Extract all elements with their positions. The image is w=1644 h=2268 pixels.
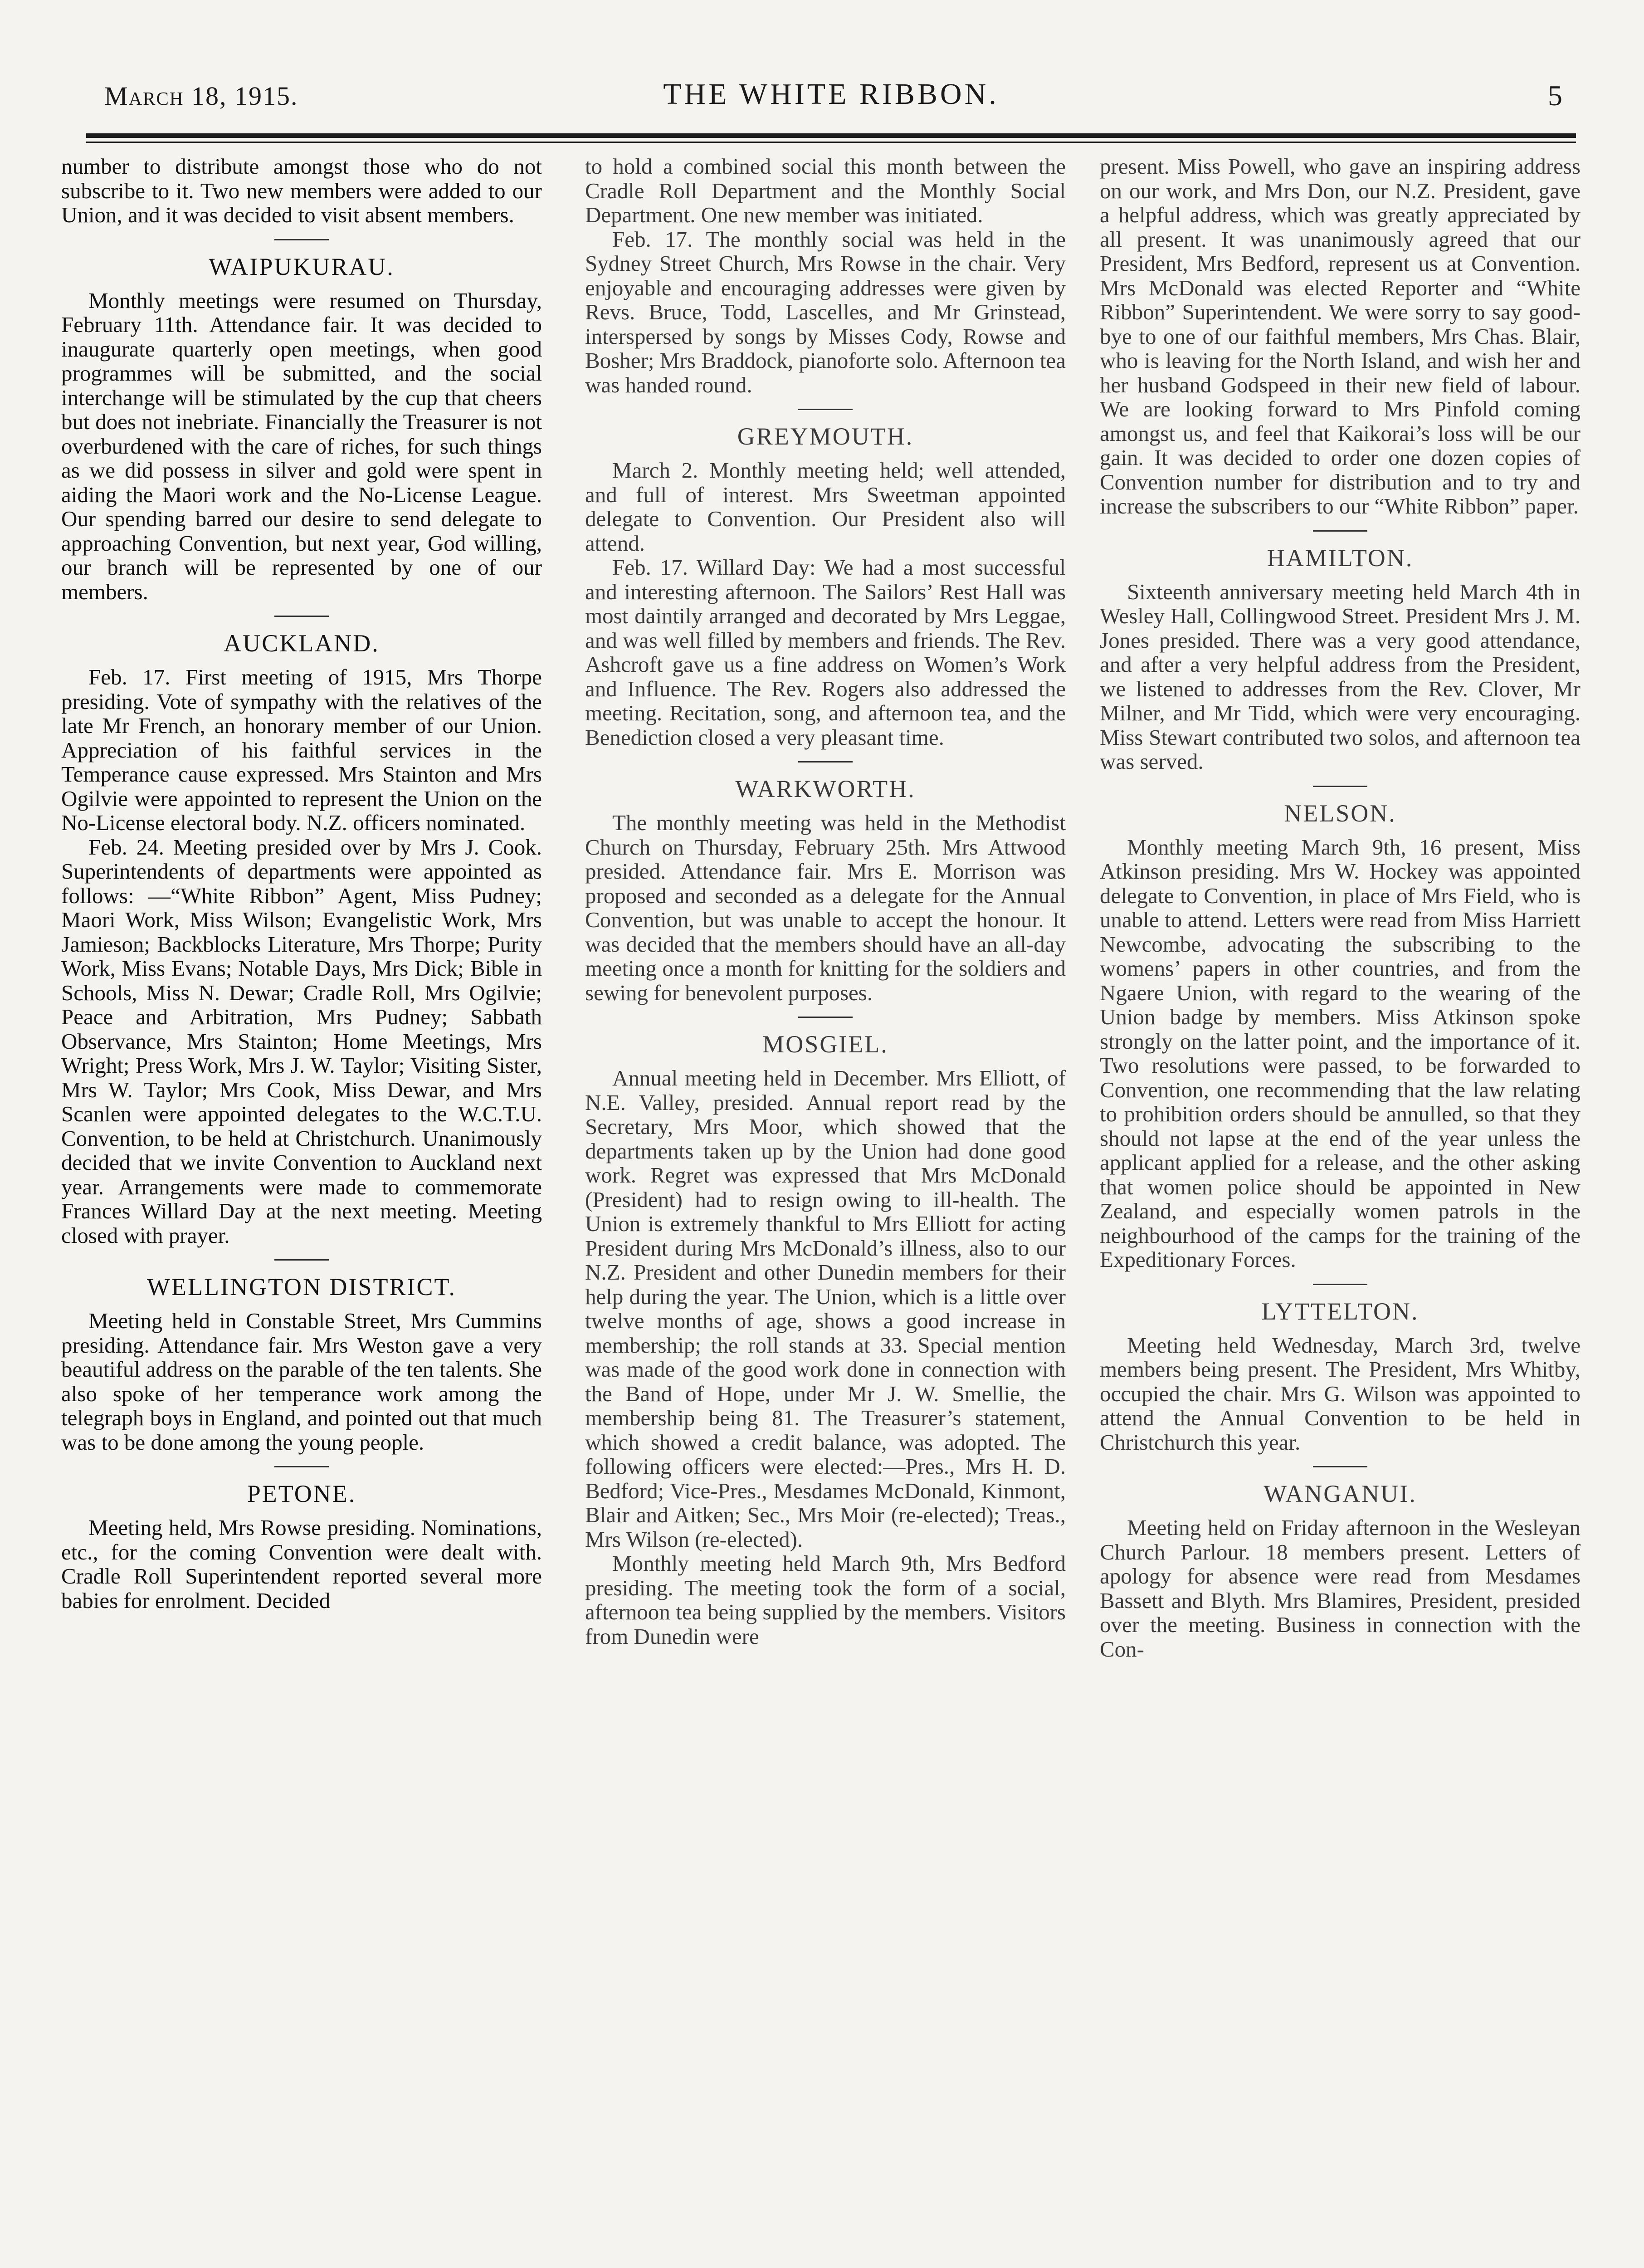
section-heading: HAMILTON. xyxy=(1267,544,1414,572)
report-paragraph: Feb. 17. First meeting of 1915, Mrs Thorpe presiding. Vote of sympathy with the relatives of the late Mr French, an honorary member of our Union. Appreciation of his faithful services in the Temperance cause expressed. Mrs Stainton and Mrs Ogilvie were appointed to represent the Union on the No-License electoral body. N.Z. officers nominated. xyxy=(61,665,542,835)
column-3 xyxy=(1100,154,1581,2263)
masthead xyxy=(86,68,1576,122)
report-paragraph: to hold a combined social this month between the Cradle Roll Department and the Monthly Social Department. One new member was initiated. xyxy=(585,154,1066,227)
issue-date: March 18, 1915. xyxy=(104,81,298,111)
report-paragraph: Meeting held Wednesday, March 3rd, twelve members being present. The President, Mrs Whitby, occupied the chair. Mrs G. Wilson was appointed to attend the Annual Convention to be held in Christchurch this year. xyxy=(1100,1332,1581,1455)
report-paragraph: Monthly meeting March 9th, 16 present, Miss Atkinson presiding. Mrs W. Hockey was appointed delegate to Convention, in place of Mrs Field, who is unable to attend. Letters were read from Miss Harriett Newcombe, advocating the subscribing to the womens’ papers in other countries, and from the Ngaere Union, with regard to the wearing of the Union badge by members. Miss Atkinson spoke strongly on the latter point, and the importance of it. Two resolutions were passed, to be forwarded to Convention, one recommending that the law relating to prohibition orders should be annulled, so that they should not lapse at the end of the year unless the applicant applied for a release, and the other asking that women police should be appointed in New Zealand, and especially women patrols in the neighbourhood of the camps for the training of the Expeditionary Forces. xyxy=(1100,834,1581,1272)
section-divider xyxy=(274,1259,329,1261)
section-heading: MOSGIEL. xyxy=(762,1031,888,1058)
section-heading: GREYMOUTH. xyxy=(737,423,914,450)
section-divider xyxy=(1313,786,1367,787)
report-paragraph: Meeting held, Mrs Rowse presiding. Nominations, etc., for the coming Convention were dealt with. Cradle Roll Superintendent reported several more babies for enrolment. Decided xyxy=(61,1515,542,1613)
section-heading: AUCKLAND. xyxy=(224,630,380,657)
report-paragraph: Feb. 17. Willard Day: We had a most successful and interesting afternoon. The Sailors’ Rest Hall was most daintily arranged and decorated by Mrs Leggae, and was well filled by members and friends. The Rev. Ashcroft gave us a fine address on Women’s Work and Influence. The Rev. Rogers also addressed the meeting. Recitation, song, and afternoon tea, and the Benediction closed a very pleasant time. xyxy=(585,555,1066,750)
report-paragraph: number to distribute amongst those who do not subscribe to it. Two new members were added to our Union, and it was decided to visit absent members. xyxy=(61,154,542,227)
column-2 xyxy=(585,154,1066,2263)
report-paragraph: Meeting held in Constable Street, Mrs Cummins presiding. Attendance fair. Mrs Weston gave a very beautiful address on the parable of the ten talents. She also spoke of her temperance work among the telegraph boys in England, and pointed out that much was to be done among the young people. xyxy=(61,1308,542,1455)
section-divider xyxy=(274,239,329,240)
report-paragraph: Monthly meeting held March 9th, Mrs Bedford presiding. The meeting took the form of a social, afternoon tea being supplied by the members. Visitors from Dunedin were xyxy=(585,1551,1066,1649)
section-divider xyxy=(274,1466,329,1467)
section-heading: WANGANUI. xyxy=(1263,1480,1417,1507)
section-heading: WELLINGTON DISTRICT. xyxy=(147,1273,456,1300)
report-paragraph: Feb. 24. Meeting presided over by Mrs J. Cook. Superintendents of departments were appointed as follows: —“White Ribbon” Agent, Miss Pudney; Maori Work, Miss Wilson; Evangelistic Work, Mrs Jamieson; Backblocks Literature, Mrs Thorpe; Purity Work, Miss Evans; Notable Days, Mrs Dick; Bible in Schools, Miss N. Dewar; Cradle Roll, Mrs Ogilvie; Peace and Arbitration, Mrs Pudney; Sabbath Observance, Mrs Stainton; Home Meetings, Mrs Wright; Press Work, Mrs J. W. Taylor; Visiting Sister, Mrs W. Taylor; Mrs Cook, Miss Dewar, and Mrs Scanlen were appointed delegates to the W.C.T.U. Convention, to be held at Christchurch. Unanimously decided that we invite Convention to Auckland next year. Arrangements were made to commemorate Frances Willard Day at the next meeting. Meeting closed with prayer. xyxy=(61,834,542,1248)
report-paragraph: The monthly meeting was held in the Methodist Church on Thursday, February 25th. Mrs Attwood presided. Attendance fair. Mrs E. Morrison was proposed and seconded as a delegate for the Annual Convention, but was unable to accept the honour. It was decided that the members should have an all-day meeting once a month for knitting for the soldiers and sewing for benevolent purposes. xyxy=(585,810,1066,1005)
section-heading: WARKWORTH. xyxy=(735,775,916,802)
section-divider xyxy=(274,616,329,617)
report-paragraph: Sixteenth anniversary meeting held March 4th in Wesley Hall, Collingwood Street. President Mrs J. M. Jones presided. There was a very good attendance, and after a very helpful address from the President, we listened to addresses from the Rev. Clover, Mr Milner, and Mr Tidd, which were very encouraging. Miss Stewart contributed two solos, and afternoon tea was served. xyxy=(1100,579,1581,774)
section-divider xyxy=(798,409,853,410)
section-divider xyxy=(798,1017,853,1018)
section-heading: NELSON. xyxy=(1284,799,1396,827)
publication-title: THE WHITE RIBBON. xyxy=(663,78,999,111)
report-paragraph: March 2. Monthly meeting held; well attended, and full of interest. Mrs Sweetman appointed delegate to Convention. Our President also will attend. xyxy=(585,458,1066,556)
section-divider xyxy=(1313,1466,1367,1467)
report-paragraph: Monthly meetings were resumed on Thursday, February 11th. Attendance fair. It was decided to inaugurate quarterly open meetings, when good programmes will be submitted, and the social interchange will be stimulated by the cup that cheers but does not inebriate. Financially the Treasurer is not overburdened with the care of riches, for such things as we did possess in silver and gold were spent in aiding the Maori work and the No-License League. Our spending barred our desire to send delegate to approaching Convention, but next year, God willing, our branch will be represented by one of our members. xyxy=(61,288,542,604)
report-paragraph: Meeting held on Friday afternoon in the Wesleyan Church Parlour. 18 members present. Letters of apology for absence were read from Mesdames Bassett and Blyth. Mrs Blamires, President, presided over the meeting. Business in connection with the Con- xyxy=(1100,1515,1581,1662)
column-1 xyxy=(61,154,542,2263)
section-heading: PETONE. xyxy=(247,1480,356,1507)
section-divider xyxy=(1313,1284,1367,1285)
report-paragraph: present. Miss Powell, who gave an inspiring address on our work, and Mrs Don, our N.Z. President, gave a helpful address, which was greatly appreciated by all present. It was unanimously agreed that our President, Mrs Bedford, represent us at Convention. Mrs McDonald was elected Reporter and “White Ribbon” Superintendent. We were sorry to say good-bye to one of our faithful members, Mrs Chas. Blair, who is leaving for the North Island, and wish her and her husband Godspeed in their new field of labour. We are looking forward to Mrs Pinfold coming amongst us, and feel that Kaikorai’s loss will be our gain. It was decided to order one dozen copies of Convention number for distribution and to try and increase the subscribers to our “White Ribbon” paper. xyxy=(1100,154,1581,518)
masthead-rule-thin xyxy=(86,142,1576,143)
section-heading: WAIPUKURAU. xyxy=(209,253,395,280)
section-divider xyxy=(1313,530,1367,532)
section-heading: LYTTELTON. xyxy=(1261,1297,1419,1325)
masthead-rule-thick xyxy=(86,133,1576,138)
report-paragraph: Feb. 17. The monthly social was held in the Sydney Street Church, Mrs Rowse in the chair. Very enjoyable and encouraging addresses were given by Revs. Bruce, Todd, Lascelles, and Mr Grinstead, interspersed by songs by Misses Cody, Rowse and Bosher; Mrs Braddock, pianoforte solo. Afternoon tea was handed round. xyxy=(585,226,1066,397)
page-number: 5 xyxy=(1548,79,1562,112)
report-paragraph: Annual meeting held in December. Mrs Elliott, of N.E. Valley, presided. Annual report read by the Secretary, Mrs Moor, which showed that the departments taken up by the Union had done good work. Regret was expressed that Mrs McDonald (President) had to resign owing to ill-health. The Union is extremely thankful to Mrs Elliott for acting President during Mrs McDonald’s illness, also to our N.Z. President and other Dunedin members for their help during the year. The Union, which is a little over twelve months of age, shows a good increase in membership; the roll stands at 33. Special mention was made of the good work done in connection with the Band of Hope, under Mr J. W. Smellie, the membership being 81. The Treasurer’s statement, which showed a credit balance, was adopted. The following officers were elected:—Pres., Mrs H. D. Bedford; Vice-Pres., Mesdames McDonald, Kinmont, Blair and Aitken; Sec., Mrs Moir (re-elected); Treas., Mrs Wilson (re-elected). xyxy=(585,1066,1066,1552)
section-divider xyxy=(798,761,853,763)
